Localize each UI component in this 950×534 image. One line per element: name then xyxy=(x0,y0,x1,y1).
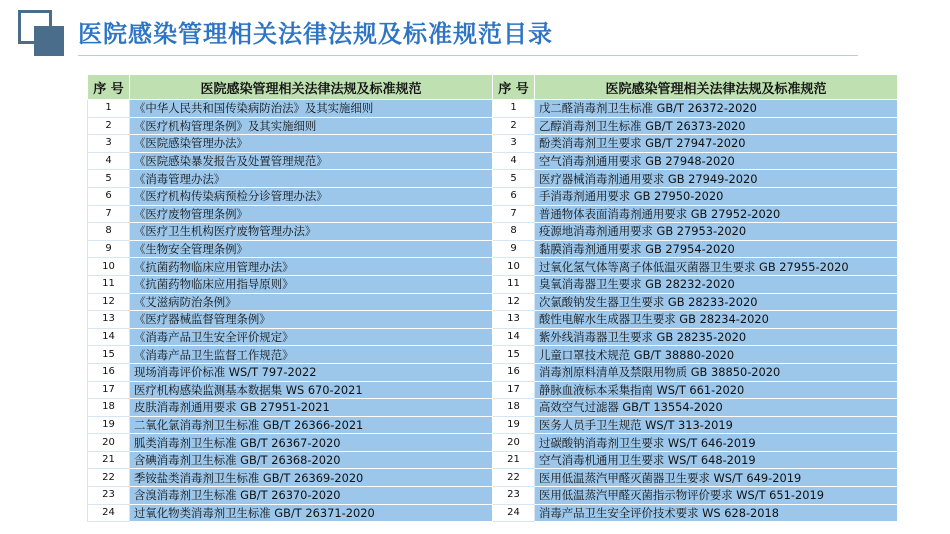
row-number-right: 3 xyxy=(493,135,535,153)
row-number-left: 20 xyxy=(88,434,130,452)
row-number-right: 15 xyxy=(493,346,535,364)
regulation-name-left: 《医疗卫生机构医疗废物管理办法》 xyxy=(130,223,493,241)
row-number-right: 7 xyxy=(493,205,535,223)
logo-filled-square xyxy=(34,26,64,56)
row-number-left: 10 xyxy=(88,258,130,276)
regulation-name-left: 含碘消毒剂卫生标准 GB/T 26368-2020 xyxy=(130,451,493,469)
row-number-right: 23 xyxy=(493,487,535,505)
table-row xyxy=(88,205,898,223)
row-number-left: 11 xyxy=(88,275,130,293)
row-number-right: 22 xyxy=(493,469,535,487)
regulation-name-right: 酸性电解水生成器卫生要求 GB 28234-2020 xyxy=(535,311,898,329)
regulation-name-left: 过氧化物类消毒剂卫生标准 GB/T 26371-2020 xyxy=(130,504,493,522)
regulation-name-right: 疫源地消毒剂通用要求 GB 27953-2020 xyxy=(535,223,898,241)
regulation-name-right: 消毒剂原料清单及禁限用物质 GB 38850-2020 xyxy=(535,363,898,381)
row-number-right: 11 xyxy=(493,275,535,293)
header-name-right: 医院感染管理相关法律法规及标准规范 xyxy=(535,75,898,100)
row-number-left: 19 xyxy=(88,416,130,434)
regulation-name-left: 现场消毒评价标准 WS/T 797-2022 xyxy=(130,363,493,381)
row-number-right: 16 xyxy=(493,363,535,381)
row-number-left: 18 xyxy=(88,399,130,417)
regulation-name-left: 《医疗器械监督管理条例》 xyxy=(130,311,493,329)
table-row xyxy=(88,487,898,505)
row-number-right: 4 xyxy=(493,152,535,170)
regulation-name-right: 空气消毒机通用卫生要求 WS/T 648-2019 xyxy=(535,451,898,469)
row-number-left: 8 xyxy=(88,223,130,241)
row-number-right: 24 xyxy=(493,504,535,522)
table-header-row xyxy=(88,75,898,100)
table-row xyxy=(88,240,898,258)
regulation-name-right: 过碳酸钠消毒剂卫生要求 WS/T 646-2019 xyxy=(535,434,898,452)
row-number-left: 17 xyxy=(88,381,130,399)
regulation-name-right: 静脉血液标本采集指南 WS/T 661-2020 xyxy=(535,381,898,399)
row-number-left: 22 xyxy=(88,469,130,487)
regulation-name-left: 医疗机构感染监测基本数据集 WS 670-2021 xyxy=(130,381,493,399)
table-row xyxy=(88,504,898,522)
regulation-name-left: 《医院感染管理办法》 xyxy=(130,135,493,153)
regulation-name-right: 乙醇消毒剂卫生标准 GB/T 26373-2020 xyxy=(535,117,898,135)
regulation-name-left: 二氧化氯消毒剂卫生标准 GB/T 26366-2021 xyxy=(130,416,493,434)
regulation-name-left: 《抗菌药物临床应用管理办法》 xyxy=(130,258,493,276)
regulation-name-left: 皮肤消毒剂通用要求 GB 27951-2021 xyxy=(130,399,493,417)
regulation-name-right: 医疗器械消毒剂通用要求 GB 27949-2020 xyxy=(535,170,898,188)
regulation-name-right: 紫外线消毒器卫生要求 GB 28235-2020 xyxy=(535,328,898,346)
row-number-right: 1 xyxy=(493,100,535,118)
row-number-right: 18 xyxy=(493,399,535,417)
table-row xyxy=(88,416,898,434)
row-number-right: 14 xyxy=(493,328,535,346)
table-row xyxy=(88,135,898,153)
regulation-name-left: 季铵盐类消毒剂卫生标准 GB/T 26369-2020 xyxy=(130,469,493,487)
regulation-name-left: 《消毒产品卫生监督工作规范》 xyxy=(130,346,493,364)
row-number-right: 21 xyxy=(493,451,535,469)
regulation-name-right: 医用低温蒸汽甲醛灭菌器卫生要求 WS/T 649-2019 xyxy=(535,469,898,487)
table-row xyxy=(88,100,898,118)
row-number-left: 3 xyxy=(88,135,130,153)
row-number-left: 24 xyxy=(88,504,130,522)
table-row xyxy=(88,381,898,399)
table-row xyxy=(88,117,898,135)
row-number-left: 15 xyxy=(88,346,130,364)
row-number-left: 21 xyxy=(88,451,130,469)
header-name-left: 医院感染管理相关法律法规及标准规范 xyxy=(130,75,493,100)
table-row xyxy=(88,170,898,188)
row-number-right: 19 xyxy=(493,416,535,434)
row-number-right: 5 xyxy=(493,170,535,188)
table-row xyxy=(88,152,898,170)
regulation-name-left: 《医疗机构管理条例》及其实施细则 xyxy=(130,117,493,135)
regulation-name-left: 《消毒产品卫生安全评价规定》 xyxy=(130,328,493,346)
row-number-right: 9 xyxy=(493,240,535,258)
row-number-left: 7 xyxy=(88,205,130,223)
regulation-name-right: 过氧化氢气体等离子体低温灭菌器卫生要求 GB 27955-2020 xyxy=(535,258,898,276)
table-row xyxy=(88,293,898,311)
regulation-name-right: 次氯酸钠发生器卫生要求 GB 28233-2020 xyxy=(535,293,898,311)
table-row xyxy=(88,363,898,381)
row-number-right: 20 xyxy=(493,434,535,452)
row-number-right: 13 xyxy=(493,311,535,329)
row-number-right: 17 xyxy=(493,381,535,399)
regulation-name-right: 酚类消毒剂卫生要求 GB/T 27947-2020 xyxy=(535,135,898,153)
header-no-right: 序 号 xyxy=(493,75,535,100)
table-row xyxy=(88,346,898,364)
regulation-name-right: 高效空气过滤器 GB/T 13554-2020 xyxy=(535,399,898,417)
regulation-name-left: 胍类消毒剂卫生标准 GB/T 26367-2020 xyxy=(130,434,493,452)
regulation-name-right: 消毒产品卫生安全评价技术要求 WS 628-2018 xyxy=(535,504,898,522)
regulation-name-left: 《医院感染暴发报告及处置管理规范》 xyxy=(130,152,493,170)
regulation-name-right: 臭氧消毒器卫生要求 GB 28232-2020 xyxy=(535,275,898,293)
row-number-left: 6 xyxy=(88,187,130,205)
regulation-name-left: 《中华人民共和国传染病防治法》及其实施细则 xyxy=(130,100,493,118)
row-number-left: 1 xyxy=(88,100,130,118)
logo-mark xyxy=(18,10,64,56)
regulation-name-right: 医务人员手卫生规范 WS/T 313-2019 xyxy=(535,416,898,434)
regulation-name-left: 《医疗废物管理条例》 xyxy=(130,205,493,223)
table-row xyxy=(88,469,898,487)
row-number-right: 10 xyxy=(493,258,535,276)
title-divider xyxy=(78,55,858,56)
row-number-left: 23 xyxy=(88,487,130,505)
table-row xyxy=(88,258,898,276)
row-number-left: 5 xyxy=(88,170,130,188)
table-row xyxy=(88,311,898,329)
regulation-name-right: 空气消毒剂通用要求 GB 27948-2020 xyxy=(535,152,898,170)
regulation-name-right: 普通物体表面消毒剂通用要求 GB 27952-2020 xyxy=(535,205,898,223)
regulation-name-left: 含溴消毒剂卫生标准 GB/T 26370-2020 xyxy=(130,487,493,505)
regulation-name-right: 戊二醛消毒剂卫生标准 GB/T 26372-2020 xyxy=(535,100,898,118)
regulation-name-right: 医用低温蒸汽甲醛灭菌指示物评价要求 WS/T 651-2019 xyxy=(535,487,898,505)
regulation-name-right: 儿童口罩技术规范 GB/T 38880-2020 xyxy=(535,346,898,364)
header-no-left: 序 号 xyxy=(88,75,130,100)
row-number-left: 12 xyxy=(88,293,130,311)
row-number-left: 4 xyxy=(88,152,130,170)
table-row xyxy=(88,275,898,293)
row-number-right: 6 xyxy=(493,187,535,205)
table-row xyxy=(88,187,898,205)
regulation-name-left: 《抗菌药物临床应用指导原则》 xyxy=(130,275,493,293)
regulation-name-right: 黏膜消毒剂通用要求 GB 27954-2020 xyxy=(535,240,898,258)
table-row xyxy=(88,434,898,452)
row-number-right: 2 xyxy=(493,117,535,135)
regulation-name-right: 手消毒剂通用要求 GB 27950-2020 xyxy=(535,187,898,205)
table-row xyxy=(88,451,898,469)
table-row xyxy=(88,399,898,417)
regulation-name-left: 《艾滋病防治条例》 xyxy=(130,293,493,311)
table-row xyxy=(88,328,898,346)
row-number-left: 16 xyxy=(88,363,130,381)
row-number-left: 13 xyxy=(88,311,130,329)
regulations-table xyxy=(87,74,898,522)
row-number-right: 8 xyxy=(493,223,535,241)
row-number-left: 2 xyxy=(88,117,130,135)
page-title: 医院感染管理相关法律法规及标准规范目录 xyxy=(78,20,553,48)
regulation-name-left: 《医疗机构传染病预检分诊管理办法》 xyxy=(130,187,493,205)
row-number-right: 12 xyxy=(493,293,535,311)
row-number-left: 14 xyxy=(88,328,130,346)
regulation-name-left: 《消毒管理办法》 xyxy=(130,170,493,188)
regulation-name-left: 《生物安全管理条例》 xyxy=(130,240,493,258)
table-row xyxy=(88,223,898,241)
row-number-left: 9 xyxy=(88,240,130,258)
